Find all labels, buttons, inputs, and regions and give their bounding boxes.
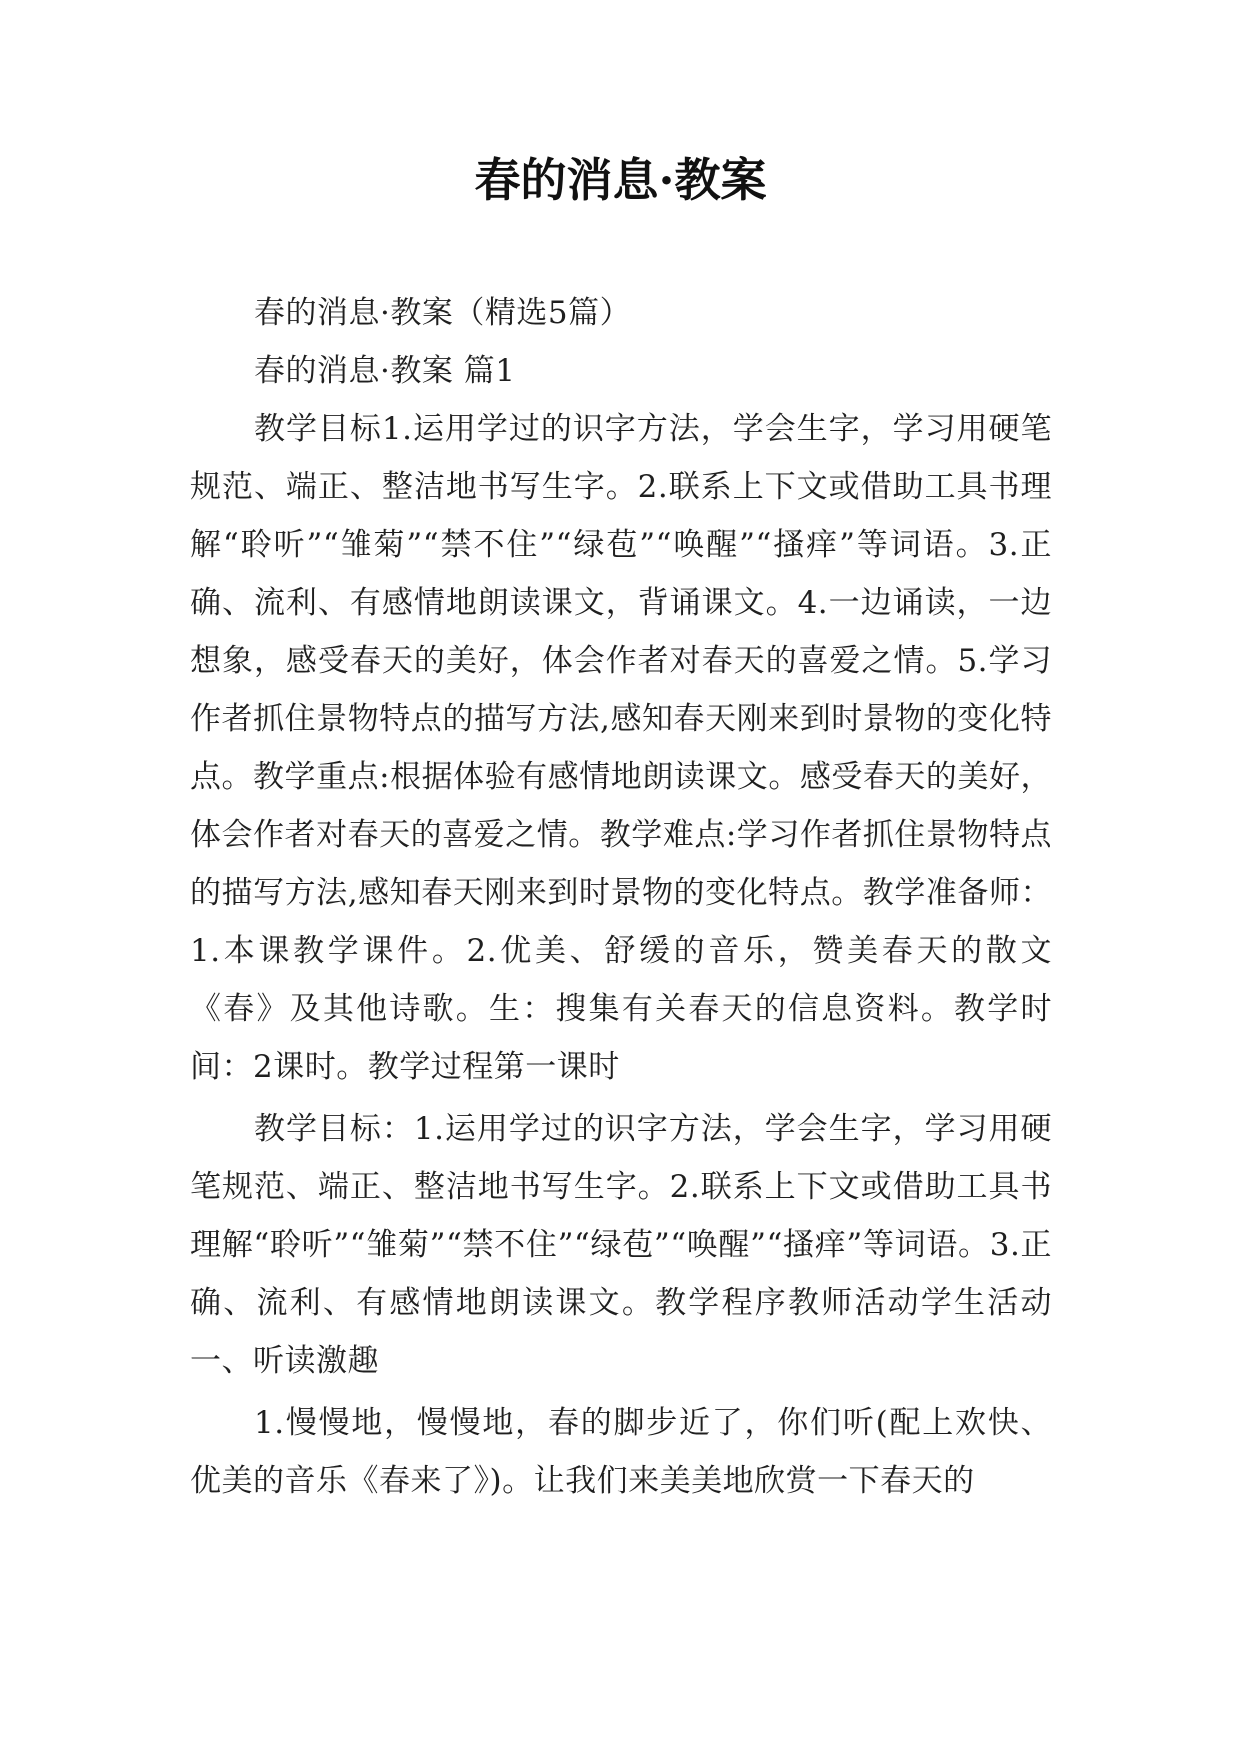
paragraph-listening-activity: 1.慢慢地，慢慢地，春的脚步近了，你们听(配上欢快、优美的音乐《春来了》)。让我们来美美地欣赏一下春天的 bbox=[190, 1405, 1052, 1499]
paragraph-section-heading: 春的消息·教案 篇1 bbox=[254, 353, 516, 389]
document-body bbox=[190, 284, 1052, 1510]
paragraph-first-lesson-objectives: 教学目标：1.运用学过的识字方法，学会生字，学习用硬笔规范、端正、整洁地书写生字。2.联系上下文或借助工具书理解“聆听”“雏菊”“禁不住”“绿苞”“唤醒”“搔痒”等词语。3.正确、流利、有感情地朗读课文。教学程序教师活动学生活动一、听读激趣 bbox=[190, 1111, 1052, 1379]
paragraph-subtitle: 春的消息·教案（精选5篇） bbox=[254, 295, 632, 331]
paragraph-teaching-objectives: 教学目标1.运用学过的识字方法，学会生字，学习用硬笔规范、端正、整洁地书写生字。2.联系上下文或借助工具书理解“聆听”“雏菊”“禁不住”“绿苞”“唤醒”“搔痒”等词语。3.正确、流利、有感情地朗读课文，背诵课文。4.一边诵读，一边想象，感受春天的美好，体会作者对春天的喜爱之情。5.学习作者抓住景物特点的描写方法,感知春天刚来到时景物的变化特点。教学重点:根据体验有感情地朗读课文。感受春天的美好，体会作者对春天的喜爱之情。教学难点:学习作者抓住景物特点的描写方法,感知春天刚来到时景物的变化特点。教学准备师：1.本课教学课件。2.优美、舒缓的音乐，赞美春天的散文《春》及其他诗歌。生：搜集有关春天的信息资料。教学时间：2课时。教学过程第一课时 bbox=[190, 411, 1052, 1085]
document-title: 春的消息·教案 bbox=[474, 153, 767, 207]
